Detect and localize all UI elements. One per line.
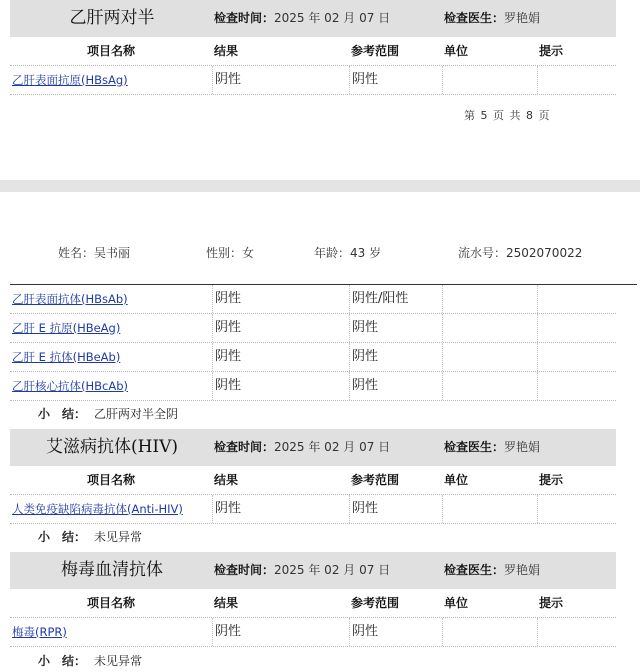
item-name-link[interactable]: 梅毒(RPR)	[12, 625, 67, 639]
section-summary: 小 结： 未见异常	[38, 654, 143, 668]
item-range: 阴性/阳性	[352, 291, 409, 306]
section-title: 乙肝两对半	[69, 8, 155, 28]
col-header-unit: 单位	[444, 473, 469, 487]
col-header-result: 结果	[214, 473, 239, 487]
item-range: 阴性	[352, 501, 379, 516]
item-name-link[interactable]: 乙肝 E 抗原(HBeAg)	[12, 321, 121, 335]
item-name-link[interactable]: 乙肝 E 抗体(HBeAb)	[12, 350, 121, 364]
section-title: 艾滋病抗体(HIV)	[45, 437, 179, 457]
exam-doctor: 检查医生：罗艳娟	[444, 11, 541, 25]
exam-time: 检查时间：2025 年 02 月 07 日	[214, 440, 391, 454]
exam-doctor: 检查医生：罗艳娟	[444, 440, 541, 454]
exam-doctor: 检查医生：罗艳娟	[444, 563, 541, 577]
section-header-hiv	[10, 429, 616, 466]
exam-time: 检查时间：2025 年 02 月 07 日	[214, 563, 391, 577]
section-header-syphilis	[10, 552, 616, 589]
col-header-range: 参考范围	[351, 44, 400, 58]
item-range: 阴性	[352, 624, 379, 639]
col-header-item: 项目名称	[86, 596, 135, 610]
col-header-item: 项目名称	[86, 473, 135, 487]
item-range: 阴性	[352, 349, 379, 364]
exam-time: 检查时间：2025 年 02 月 07 日	[214, 11, 391, 25]
page-number: 第 5 页 共 8 页	[464, 109, 551, 122]
table-row	[10, 66, 616, 95]
page-break	[0, 180, 640, 192]
item-result: 阴性	[215, 349, 242, 364]
table-row	[10, 343, 616, 372]
item-name-link[interactable]: 乙肝表面抗体(HBsAb)	[12, 292, 128, 306]
table-header	[10, 589, 616, 618]
table-row	[10, 314, 616, 343]
col-header-result: 结果	[214, 44, 239, 58]
patient-name: 姓名：吴书丽	[58, 246, 131, 260]
item-range: 阴性	[352, 72, 379, 87]
patient-age: 年龄：43 岁	[314, 246, 382, 260]
item-result: 阴性	[215, 291, 242, 306]
col-header-range: 参考范围	[351, 596, 400, 610]
item-range: 阴性	[352, 378, 379, 393]
section-title: 梅毒血清抗体	[61, 560, 163, 580]
col-header-unit: 单位	[444, 44, 469, 58]
section-header-hbv	[10, 0, 616, 37]
patient-sex: 性别：女	[206, 246, 255, 260]
col-header-hint: 提示	[539, 473, 564, 487]
section-summary: 小 结： 乙肝两对半全阴	[38, 407, 179, 421]
col-header-range: 参考范围	[351, 473, 400, 487]
table-row	[10, 285, 616, 314]
item-result: 阴性	[215, 320, 242, 335]
item-result: 阴性	[215, 72, 242, 87]
item-result: 阴性	[215, 378, 242, 393]
section-summary: 小 结： 未见异常	[38, 530, 143, 544]
table-header	[10, 466, 616, 495]
item-range: 阴性	[352, 320, 379, 335]
col-header-hint: 提示	[539, 596, 564, 610]
col-header-hint: 提示	[539, 44, 564, 58]
col-header-unit: 单位	[444, 596, 469, 610]
item-name-link[interactable]: 人类免疫缺陷病毒抗体(Anti-HIV)	[12, 502, 183, 516]
col-header-item: 项目名称	[86, 44, 135, 58]
item-result: 阴性	[215, 624, 242, 639]
patient-serial: 流水号：2502070022	[458, 246, 583, 260]
table-row	[10, 372, 616, 401]
col-header-result: 结果	[214, 596, 239, 610]
table-header	[10, 37, 616, 66]
item-result: 阴性	[215, 501, 242, 516]
item-name-link[interactable]: 乙肝表面抗原(HBsAg)	[12, 73, 128, 87]
item-name-link[interactable]: 乙肝核心抗体(HBcAb)	[12, 379, 128, 393]
table-row	[10, 618, 616, 647]
table-row	[10, 495, 616, 524]
